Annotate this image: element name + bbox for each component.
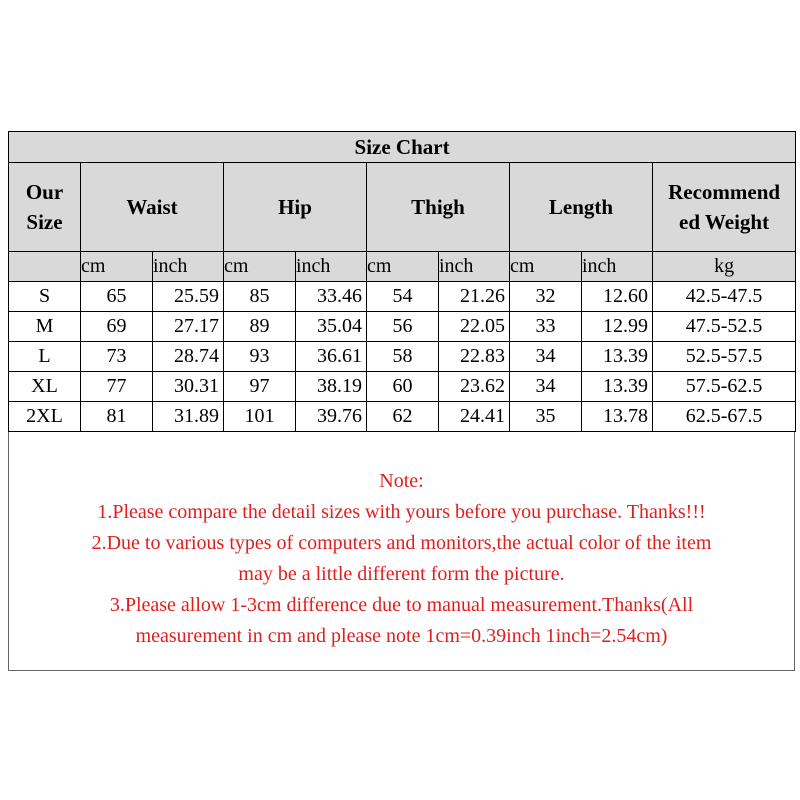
header-thigh: Thigh [367,163,510,252]
cell-hip-cm: 89 [224,312,296,342]
cell-weight: 62.5-67.5 [653,402,796,432]
cell-thigh-cm: 60 [367,372,439,402]
cell-length-inch: 12.99 [582,312,653,342]
cell-waist-inch: 28.74 [153,342,224,372]
cell-thigh-cm: 62 [367,402,439,432]
unit-thigh-cm: cm [367,252,439,282]
header-weight-line1: Recommend [668,180,781,204]
cell-weight: 42.5-47.5 [653,282,796,312]
cell-length-cm: 35 [510,402,582,432]
cell-waist-inch: 25.59 [153,282,224,312]
cell-waist-inch: 31.89 [153,402,224,432]
note-line-1: 1.Please compare the detail sizes with yours before you purchase. Thanks!!! [97,501,706,523]
chart-title: Size Chart [9,132,796,163]
cell-weight: 47.5-52.5 [653,312,796,342]
table-row [9,402,796,432]
cell-hip-inch: 35.04 [296,312,367,342]
table-row [9,372,796,402]
cell-waist-cm: 65 [81,282,153,312]
unit-weight-kg: kg [653,252,796,282]
cell-size: M [9,312,81,342]
cell-thigh-cm: 58 [367,342,439,372]
unit-hip-cm: cm [224,252,296,282]
cell-hip-inch: 33.46 [296,282,367,312]
table-row [9,282,796,312]
unit-thigh-inch: inch [439,252,510,282]
unit-blank [9,252,81,282]
table-row [9,342,796,372]
cell-waist-inch: 30.31 [153,372,224,402]
header-recommended-weight [653,163,796,252]
cell-size: S [9,282,81,312]
unit-length-cm: cm [510,252,582,282]
header-hip: Hip [224,163,367,252]
note-line-2b: may be a little different form the picture. [238,563,565,585]
cell-waist-cm: 77 [81,372,153,402]
cell-length-cm: 33 [510,312,582,342]
cell-length-cm: 34 [510,372,582,402]
cell-hip-inch: 39.76 [296,402,367,432]
cell-length-inch: 13.39 [582,342,653,372]
cell-hip-cm: 85 [224,282,296,312]
cell-thigh-inch: 24.41 [439,402,510,432]
cell-hip-inch: 38.19 [296,372,367,402]
cell-hip-cm: 101 [224,402,296,432]
cell-length-inch: 12.60 [582,282,653,312]
cell-hip-cm: 97 [224,372,296,402]
cell-waist-inch: 27.17 [153,312,224,342]
cell-length-cm: 32 [510,282,582,312]
note-line-2a: 2.Due to various types of computers and monitors,the actual color of the item [91,532,712,554]
unit-waist-inch: inch [153,252,224,282]
cell-thigh-inch: 22.83 [439,342,510,372]
unit-waist-cm: cm [81,252,153,282]
notes-title: Note: [379,470,424,492]
note-line-3a: 3.Please allow 1-3cm difference due to manual measurement.Thanks(All [109,594,694,616]
unit-length-inch: inch [582,252,653,282]
cell-weight: 52.5-57.5 [653,342,796,372]
header-length: Length [510,163,653,252]
cell-size: XL [9,372,81,402]
header-our-size-line1: Our [25,180,64,204]
cell-waist-cm: 81 [81,402,153,432]
header-our-size-line2: Size [26,210,63,234]
cell-waist-cm: 69 [81,312,153,342]
cell-thigh-cm: 54 [367,282,439,312]
cell-thigh-inch: 21.26 [439,282,510,312]
cell-thigh-cm: 56 [367,312,439,342]
header-our-size [9,163,81,252]
cell-hip-cm: 93 [224,342,296,372]
cell-weight: 57.5-62.5 [653,372,796,402]
cell-hip-inch: 36.61 [296,342,367,372]
size-chart-table [8,131,796,432]
cell-length-inch: 13.78 [582,402,653,432]
cell-size: 2XL [9,402,81,432]
cell-length-cm: 34 [510,342,582,372]
table-row [9,312,796,342]
units-row [9,252,796,282]
cell-size: L [9,342,81,372]
cell-length-inch: 13.39 [582,372,653,402]
note-line-3b: measurement in cm and please note 1cm=0.39inch 1inch=2.54cm) [135,625,668,647]
notes-section [8,466,795,652]
cell-thigh-inch: 22.05 [439,312,510,342]
header-weight-line2: ed Weight [679,210,770,234]
unit-hip-inch: inch [296,252,367,282]
cell-waist-cm: 73 [81,342,153,372]
cell-thigh-inch: 23.62 [439,372,510,402]
header-waist: Waist [81,163,224,252]
